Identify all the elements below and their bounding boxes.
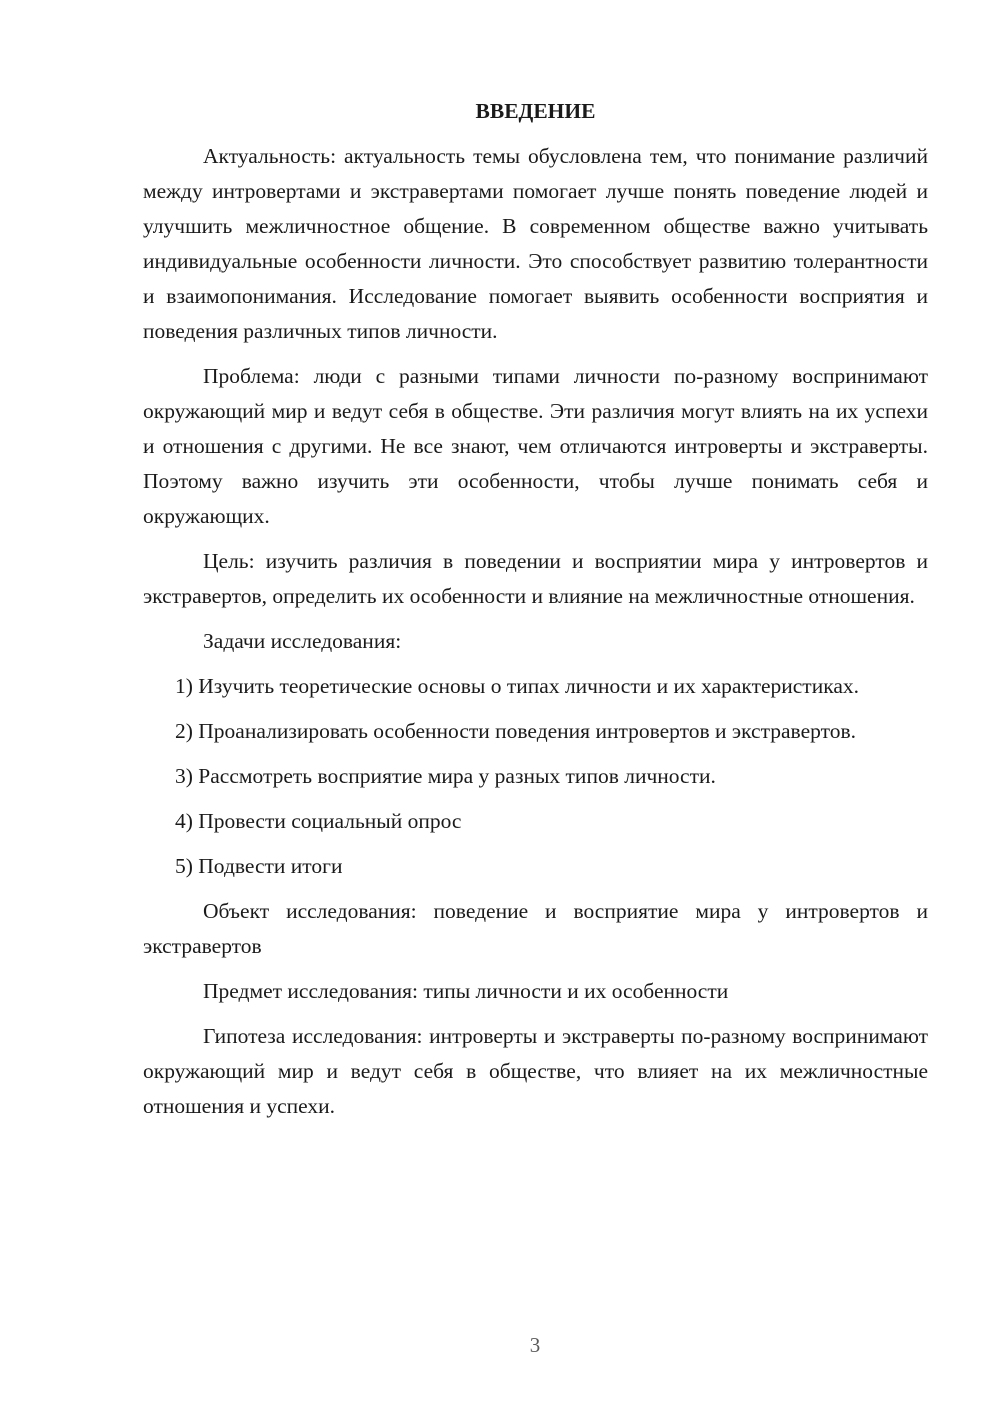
task-item: 4) Провести социальный опрос: [175, 809, 462, 833]
paragraph-hypothesis: Гипотеза исследования: интроверты и экстраверты по-разному воспринимают окружающий мир и ведут себя в обществе, что влияет на их межличностные отношения и успехи.: [143, 1024, 928, 1118]
task-item: 2) Проанализировать особенности поведения интровертов и экстравертов.: [175, 719, 856, 743]
paragraph-relevance: Актуальность: актуальность темы обусловлена тем, что понимание различий между интровертами и экстравертами помогает лучше понять поведение людей и улучшить межличностное общение. В современном обществе важно учитывать индивидуальные особенности личности. Это способствует развитию толерантности и взаимопонимания. Исследование помогает выявить особенности восприятия и поведения различных типов личности.: [143, 144, 928, 343]
paragraph-goal: Цель: изучить различия в поведении и восприятии мира у интровертов и экстравертов, определить их особенности и влияние на межличностные отношения.: [143, 549, 928, 608]
task-item: 3) Рассмотреть восприятие мира у разных типов личности.: [175, 764, 716, 788]
page-number: 3: [529, 1333, 541, 1357]
paragraph-subject: Предмет исследования: типы личности и их особенности: [203, 979, 729, 1003]
task-item: 5) Подвести итоги: [175, 854, 343, 878]
paragraph-tasks-heading: Задачи исследования:: [203, 629, 402, 653]
paragraph-problem: Проблема: люди с разными типами личности по-разному воспринимают окружающий мир и ведут себя в обществе. Эти различия могут влиять на их успехи и отношения с другими. Не все знают, чем отличаются интроверты и экстраверты. Поэтому важно изучить эти особенности, чтобы лучше понимать себя и окружающих.: [143, 364, 928, 528]
task-item: 1) Изучить теоретические основы о типах личности и их характеристиках.: [175, 674, 860, 698]
section-title: ВВЕДЕНИЕ: [475, 99, 596, 123]
page-content: [143, 96, 928, 1134]
paragraph-object: Объект исследования: поведение и восприятие мира у интровертов и экстравертов: [143, 899, 928, 958]
